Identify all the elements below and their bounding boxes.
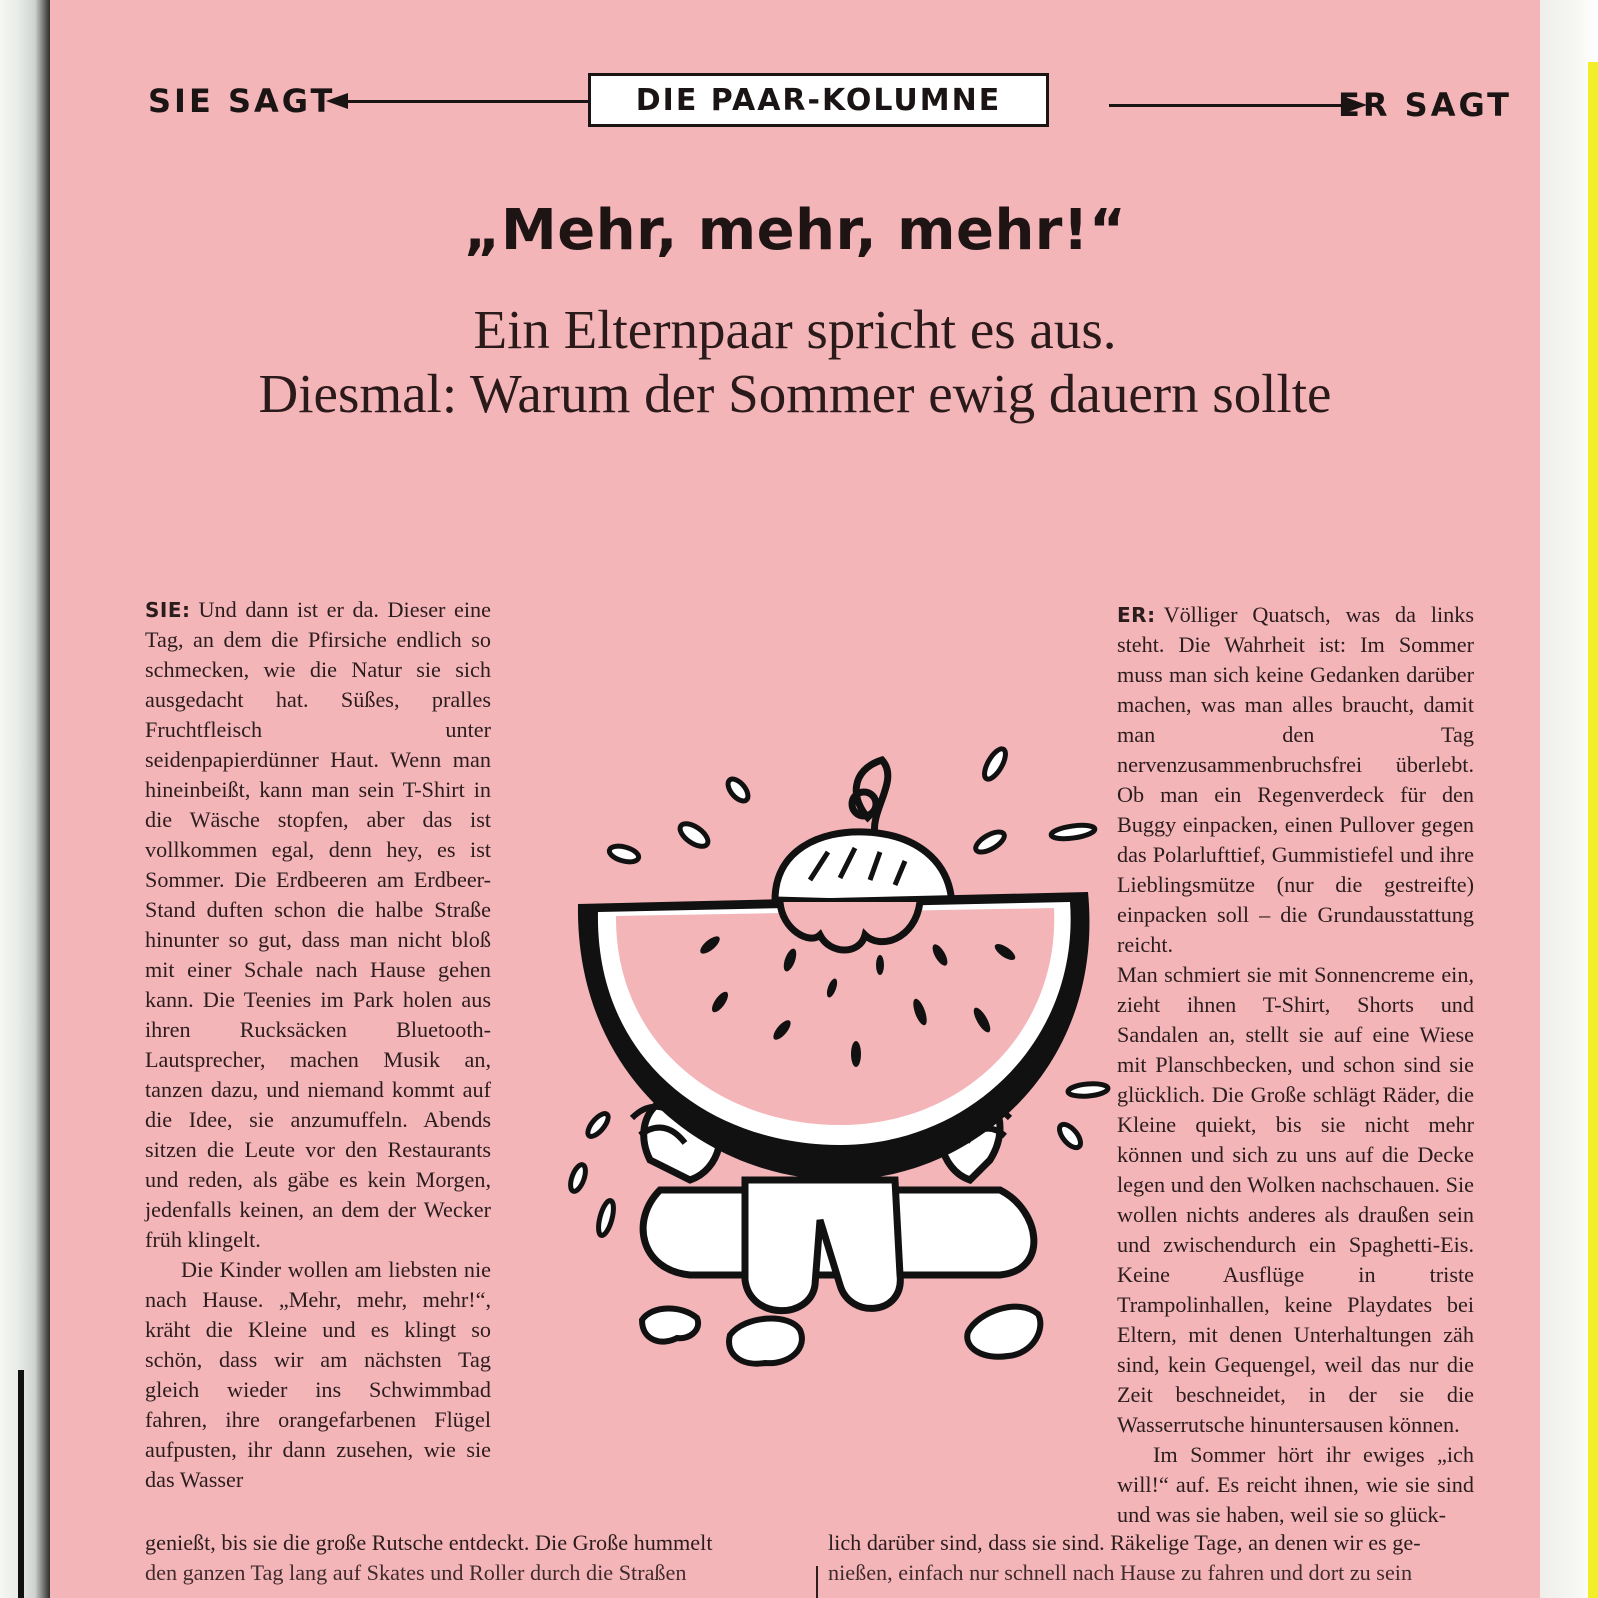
right-paragraph-2: Man schmiert sie mit Sonnencreme ein, zieht ihnen T-Shirt, Shorts und Sandalen an, stellt sie auf eine Wiese mit Planschbecken, und schon sind sie glücklich. Die Große schlägt Räder, die Kleine quiekt, bis sie nicht mehr können und sich zu uns auf die Decke legen und den Wolken nachschauen. Sie wollen nichts anderes als draußen sein und zwischendurch ein Spaghetti-Eis. Keine Ausflüge in triste Trampolinhallen, keine Playdates bei Eltern, mit denen Unterhaltungen zäh sind, kein Gequengel, weil das nur die Zeit beschneidet, in der sie die Wasserrutsche hinuntersausen können. (1117, 962, 1474, 1437)
next-page-sliver (1588, 62, 1598, 1598)
speaker-sie: SIE: (145, 598, 191, 622)
column-title-box: DIE PAAR-KOLUMNE (588, 73, 1049, 127)
speaker-er: ER: (1117, 603, 1156, 627)
article-title: „Mehr, mehr, mehr!“ (463, 198, 1127, 263)
article-subtitle (50, 298, 1540, 426)
left-bottom-line-2: den ganzen Tag lang auf Skates und Roller durch die Straßen (145, 1560, 687, 1585)
left-paragraph-1-text: Und dann ist er da. Dieser eine Tag, an dem die Pfirsiche endlich so schmecken, wie die Natur sie sich ausgedacht hat. Süßes, pralles Fruchtfleisch unter seidenpapierdünner Haut. Wenn man hineinbeißt, kann man sein T-Shirt in die Wäsche stopfen, aber das ist vollkommen egal, denn hey, es ist Sommer. Die Erdbeeren am Erdbeer-Stand duften schon die halbe Straße hinunter so gut, dass man nicht bloß mit einer Schale nach Hause gehen kann. Die Teenies im Park holen aus ihren Rucksäcken Bluetooth-Lautsprecher, machen Musik an, tanzen dazu, und niemand kommt auf die Idee, sie anzumuffeln. Abends sitzen die Leute vor den Restaurants und reden, als gäbe es kein Morgen, jedenfalls keinen, an dem der Wecker früh klingelt. (145, 597, 491, 1252)
right-paragraph-3: Im Sommer hört ihr ewiges „ich will!“ auf. Es reicht ihnen, wie sie sind und was sie haben, weil sie so glück- (1117, 1442, 1474, 1527)
right-column (1117, 600, 1474, 1530)
left-column (145, 595, 491, 1495)
left-paragraph-2: Die Kinder wollen am liebsten nie nach Hause. „Mehr, mehr, mehr!“, kräht die Kleine und es klingt so schön, dass wir am nächsten Tag gleich wieder ins Schwimmbad fahren, ihre orangefarbenen Flügel aufpusten, ihr dann zusehen, wie sie das Wasser (145, 1257, 491, 1492)
right-paragraph-1-text: Völliger Quatsch, was da links steht. Die Wahrheit ist: Im Sommer muss man sich keine Gedanken darüber machen, was man alles braucht, damit man den Tag nervenzusammenbruchsfrei überlebt. Ob man ein Regenverdeck für den Buggy einpacken, einen Pullover gegen das Polarlufttief, Gummistiefel und ihre Lieblingsmütze (nur die gestreifte) einpacken soll – die Grundausstattung reicht. (1117, 602, 1474, 957)
left-bottom-line: genießt, bis sie die große Rutsche entdeckt. Die Große hummelt (145, 1530, 713, 1555)
subtitle-line-2: Diesmal: Warum der Sommer ewig dauern sollte (258, 363, 1332, 424)
page-edge-left (0, 0, 50, 1598)
right-bottom-line-2: nießen, einfach nur schnell nach Hause zu fahren und dort zu sein (828, 1560, 1413, 1585)
subtitle-line-1: Ein Elternpaar spricht es aus. (473, 299, 1117, 360)
left-paragraph-1 (145, 595, 491, 1255)
watermelon-child-illustration (520, 740, 1120, 1380)
column-divider (816, 1566, 818, 1598)
arrow-right-line (1109, 104, 1349, 107)
magazine-page (50, 0, 1540, 1598)
binding-strip (18, 1370, 24, 1598)
er-sagt-label: ER SAGT (1338, 86, 1512, 124)
sie-sagt-label: SIE SAGT (148, 82, 336, 120)
right-paragraph-1 (1117, 600, 1474, 960)
flip-flops (642, 1307, 1040, 1364)
right-bottom-line: lich darüber sind, dass sie sind. Räkelige Tage, an denen wir es ge- (828, 1530, 1421, 1555)
